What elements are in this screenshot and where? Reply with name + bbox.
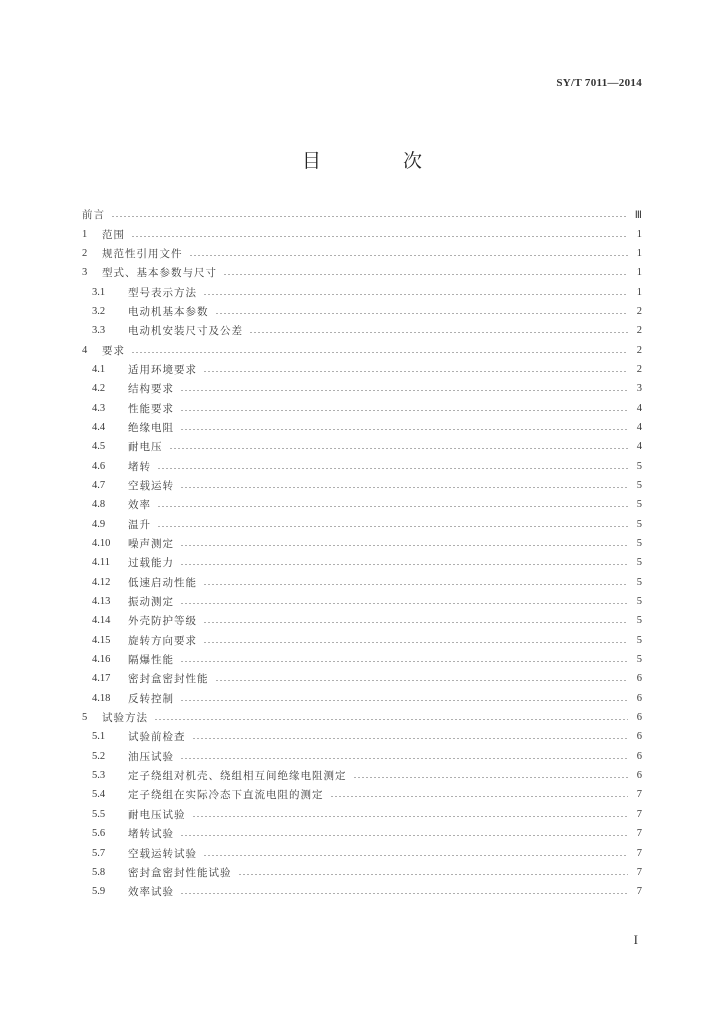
toc-entry-label: 电动机安装尺寸及公差 [128, 325, 243, 338]
toc-entry-label: 试验方法 [102, 712, 148, 725]
toc-dot-leader [157, 526, 628, 527]
toc-dot-leader [131, 352, 628, 353]
toc-entry-label: 过载能力 [128, 557, 174, 570]
toc-dot-leader [203, 584, 628, 585]
toc-entry-label: 结构要求 [128, 383, 174, 396]
toc-dot-leader [203, 622, 628, 623]
toc-entry-number: 4.17 [92, 673, 111, 685]
toc-entry-page: 2 [636, 305, 642, 317]
toc-entry[interactable] [82, 418, 642, 437]
toc-dot-leader [192, 816, 629, 817]
toc-entry-label: 耐电压 [128, 441, 163, 454]
toc-dot-leader [189, 255, 629, 256]
toc-entry-page: 5 [636, 576, 642, 588]
toc-entry-label: 温升 [128, 518, 151, 531]
toc-entry-page: 5 [636, 460, 642, 472]
toc-dot-leader [180, 410, 628, 411]
toc-dot-leader [180, 545, 628, 546]
toc-entry-label: 密封盒密封性能试验 [128, 866, 232, 879]
toc-entry-page: 6 [636, 770, 642, 782]
toc-entry-page: 7 [636, 828, 642, 840]
toc-entry-number: 4.6 [92, 460, 106, 472]
toc-entry-page: 6 [636, 712, 642, 724]
toc-dot-leader [180, 835, 628, 836]
toc-entry-number: 4.1 [92, 363, 106, 375]
toc-entry-label: 振动测定 [128, 596, 174, 609]
toc-entry-page: 7 [636, 847, 642, 859]
toc-entry-number: 4.18 [92, 692, 111, 704]
toc-dot-leader [180, 487, 628, 488]
toc-entry-label: 试验前检查 [128, 731, 186, 744]
toc-entry-label: 外壳防护等级 [128, 615, 197, 628]
toc-dot-leader [215, 313, 629, 314]
toc-entry-page: 6 [636, 673, 642, 685]
toc-entry-label: 要求 [102, 344, 125, 357]
toc-entry-number: 5.8 [92, 866, 106, 878]
toc-entry-number: 4.2 [92, 383, 106, 395]
toc-entry-label: 反转控制 [128, 692, 174, 705]
toc-entry-page: 6 [636, 750, 642, 762]
toc-entry-page: 5 [636, 654, 642, 666]
toc-entry-number: 4.15 [92, 634, 111, 646]
toc-entry-number: 4.9 [92, 518, 106, 530]
toc-entry[interactable] [82, 689, 642, 708]
toc-entry-label: 型式、基本参数与尺寸 [102, 267, 217, 280]
toc-entry-page: 7 [636, 866, 642, 878]
toc-entry[interactable] [82, 766, 642, 785]
toc-entry[interactable] [82, 882, 642, 901]
toc-entry-label: 空载运转试验 [128, 847, 197, 860]
toc-entry-page: 5 [636, 499, 642, 511]
toc-entry[interactable] [82, 321, 642, 340]
toc-entry-label: 适用环境要求 [128, 363, 197, 376]
toc-entry-page: 2 [636, 325, 642, 337]
toc-entry-label: 定子绕组在实际冷态下直流电阻的测定 [128, 789, 324, 802]
toc-dot-leader [180, 390, 628, 391]
toc-entry-number: 5 [82, 712, 88, 724]
toc-entry-page: 1 [636, 267, 642, 279]
toc-entry[interactable] [82, 824, 642, 843]
toc-entry[interactable] [82, 611, 642, 630]
toc-entry-number: 3.3 [92, 325, 106, 337]
toc-entry[interactable] [82, 340, 642, 359]
toc-entry[interactable] [82, 631, 642, 650]
toc-entry[interactable] [82, 650, 642, 669]
toc-dot-leader [180, 429, 628, 430]
toc-dot-leader [203, 642, 628, 643]
toc-dot-leader [111, 216, 628, 217]
toc-entry-page: 6 [636, 692, 642, 704]
toc-dot-leader [169, 448, 629, 449]
toc-entry-number: 3.1 [92, 286, 106, 298]
toc-entry-label: 范围 [102, 228, 125, 241]
toc-entry-label: 前言 [82, 209, 105, 222]
toc-entry-number: 3 [82, 267, 88, 279]
toc-entry[interactable] [82, 553, 642, 572]
toc-dot-leader [215, 680, 629, 681]
toc-entry-page: 5 [636, 538, 642, 550]
toc-entry[interactable] [82, 244, 642, 263]
toc-dot-leader [180, 603, 628, 604]
toc-dot-leader [223, 274, 628, 275]
toc-entry-number: 1 [82, 228, 88, 240]
toc-entry-number: 4.4 [92, 421, 106, 433]
toc-entry-label: 定子绕组对机壳、绕组相互间绝缘电阻测定 [128, 770, 347, 783]
toc-entry-label: 性能要求 [128, 402, 174, 415]
toc-entry-page: 7 [636, 789, 642, 801]
toc-entry-page: 4 [636, 441, 642, 453]
toc-entry-number: 4.10 [92, 538, 111, 550]
toc-entry-label: 旋转方向要求 [128, 634, 197, 647]
toc-entry[interactable] [82, 573, 642, 592]
page-number: I [633, 932, 638, 947]
toc-entry-page: 4 [636, 402, 642, 414]
toc-entry-page: 5 [636, 557, 642, 569]
toc-entry-page: 7 [636, 808, 642, 820]
toc-entry-number: 4 [82, 344, 88, 356]
toc-entry[interactable] [82, 224, 642, 243]
toc-entry-number: 5.6 [92, 828, 106, 840]
toc-entry-page: 6 [636, 731, 642, 743]
toc-entry-number: 4.16 [92, 654, 111, 666]
toc-dot-leader [203, 294, 628, 295]
toc-dot-leader [157, 468, 628, 469]
toc-entry-number: 5.3 [92, 770, 106, 782]
page-title: 目 次 [301, 150, 461, 172]
toc-entry[interactable] [82, 843, 642, 862]
toc-entry[interactable] [82, 263, 642, 282]
toc-dot-leader [249, 332, 628, 333]
toc-entry[interactable] [82, 476, 642, 495]
toc-entry-number: 4.7 [92, 479, 106, 491]
toc-entry-number: 5.2 [92, 750, 106, 762]
toc-entry-label: 隔爆性能 [128, 654, 174, 667]
toc-entry-page: 2 [636, 363, 642, 375]
toc-dot-leader [180, 661, 628, 662]
toc-dot-leader [180, 893, 628, 894]
toc-entry-number: 5.9 [92, 886, 106, 898]
toc-entry[interactable] [82, 785, 642, 804]
toc-entry-label: 噪声测定 [128, 538, 174, 551]
toc-entry-number: 5.4 [92, 789, 106, 801]
toc-entry[interactable] [82, 282, 642, 301]
toc-dot-leader [154, 719, 628, 720]
toc-entry[interactable] [82, 805, 642, 824]
toc-dot-leader [330, 796, 629, 797]
standard-code: SY/T 7011—2014 [556, 77, 642, 89]
toc-entry-number: 4.13 [92, 596, 111, 608]
toc-entry[interactable] [82, 534, 642, 553]
toc-dot-leader [131, 236, 628, 237]
toc-entry-number: 4.14 [92, 615, 111, 627]
toc-entry-page: 4 [636, 421, 642, 433]
toc-entry-label: 密封盒密封性能 [128, 673, 209, 686]
toc-entry[interactable] [82, 863, 642, 882]
toc-entry-page: 1 [636, 286, 642, 298]
toc-entry-page: Ⅲ [634, 209, 642, 221]
toc-entry-number: 4.12 [92, 576, 111, 588]
toc-entry-page: 5 [636, 615, 642, 627]
toc-entry-number: 3.2 [92, 305, 106, 317]
toc-entry[interactable] [82, 669, 642, 688]
toc-entry[interactable] [82, 379, 642, 398]
toc-entry[interactable] [82, 398, 642, 417]
toc-entry[interactable] [82, 515, 642, 534]
toc-entry-label: 效率 [128, 499, 151, 512]
toc-dot-leader [180, 758, 628, 759]
toc-entry-number: 2 [82, 247, 88, 259]
toc-entry-label: 耐电压试验 [128, 808, 186, 821]
toc-dot-leader [180, 700, 628, 701]
toc-dot-leader [353, 777, 629, 778]
toc-entry-label: 规范性引用文件 [102, 247, 183, 260]
toc-entry[interactable] [82, 592, 642, 611]
toc-entry-label: 堵转 [128, 460, 151, 473]
toc-entry-label: 低速启动性能 [128, 576, 197, 589]
toc-entry[interactable] [82, 205, 642, 224]
toc-entry-label: 型号表示方法 [128, 286, 197, 299]
toc-entry-label: 效率试验 [128, 886, 174, 899]
toc-dot-leader [238, 874, 629, 875]
toc-entry-page: 1 [636, 247, 642, 259]
toc-entry-number: 5.5 [92, 808, 106, 820]
toc-entry[interactable] [82, 302, 642, 321]
toc-entry-page: 1 [636, 228, 642, 240]
toc-entry-page: 5 [636, 596, 642, 608]
toc-entry[interactable] [82, 360, 642, 379]
toc-dot-leader [180, 564, 628, 565]
toc-entry-page: 2 [636, 344, 642, 356]
toc-entry-number: 5.1 [92, 731, 106, 743]
toc-entry-number: 5.7 [92, 847, 106, 859]
toc-entry-label: 堵转试验 [128, 828, 174, 841]
toc-entry-label: 油压试验 [128, 750, 174, 763]
toc-entry[interactable] [82, 437, 642, 456]
toc-entry-number: 4.3 [92, 402, 106, 414]
table-of-contents [82, 205, 642, 901]
toc-entry-number: 4.5 [92, 441, 106, 453]
toc-entry-page: 7 [636, 886, 642, 898]
toc-entry-page: 5 [636, 479, 642, 491]
toc-dot-leader [203, 371, 628, 372]
toc-entry[interactable] [82, 747, 642, 766]
toc-entry-page: 5 [636, 634, 642, 646]
toc-entry[interactable] [82, 708, 642, 727]
toc-entry[interactable] [82, 456, 642, 475]
toc-entry-number: 4.8 [92, 499, 106, 511]
toc-entry-label: 空载运转 [128, 479, 174, 492]
toc-entry[interactable] [82, 727, 642, 746]
toc-entry-page: 5 [636, 518, 642, 530]
toc-entry-label: 电动机基本参数 [128, 305, 209, 318]
toc-entry-label: 绝缘电阻 [128, 421, 174, 434]
toc-dot-leader [157, 506, 628, 507]
toc-entry[interactable] [82, 495, 642, 514]
toc-entry-number: 4.11 [92, 557, 110, 569]
toc-dot-leader [203, 855, 628, 856]
toc-dot-leader [192, 738, 629, 739]
toc-entry-page: 3 [636, 383, 642, 395]
